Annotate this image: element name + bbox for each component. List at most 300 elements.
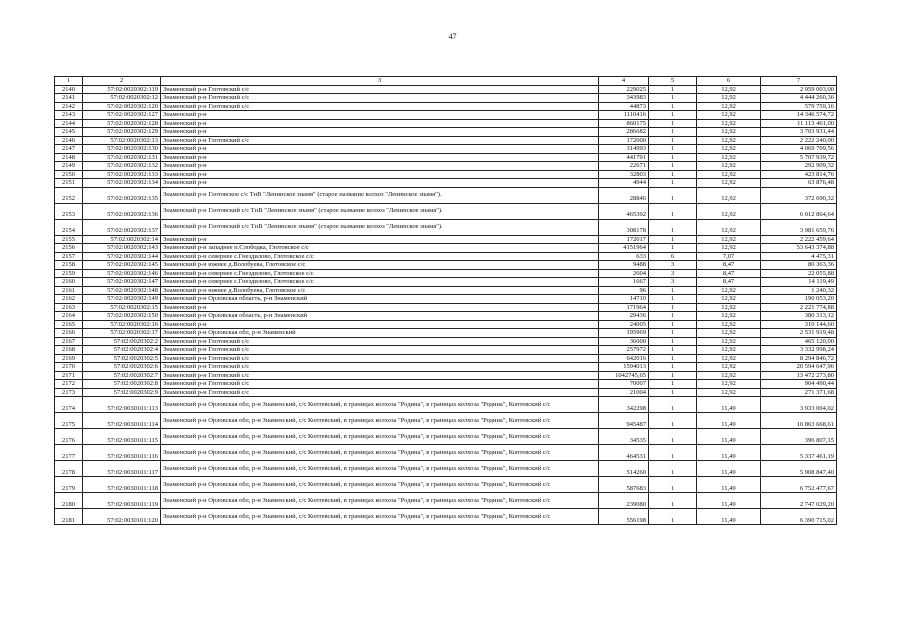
table-row — [55, 203, 837, 219]
rate-cell: 12,92 — [697, 179, 761, 188]
cadastral-cost-cell: 5 337 461,19 — [761, 445, 837, 461]
coefficient-cell: 1 — [649, 320, 697, 329]
area-cell: 195969 — [599, 329, 649, 338]
row-number-cell: 2157 — [55, 252, 83, 261]
address-cell: Знаменский р-н — [161, 145, 599, 154]
cadastral-cost-cell: 4 069 709,56 — [761, 145, 837, 154]
area-cell: 36000 — [599, 337, 649, 346]
area-cell: 172017 — [599, 235, 649, 244]
cadastral-number-cell: 57:02:0020302:12 — [83, 94, 161, 103]
address-cell: Знаменский р-н — [161, 303, 599, 312]
table-row — [55, 413, 837, 429]
row-number-cell: 2171 — [55, 371, 83, 380]
area-cell: 286682 — [599, 128, 649, 137]
coefficient-cell: 1 — [649, 203, 697, 219]
address-cell: Знаменский р-н — [161, 128, 599, 137]
row-number-cell: 2156 — [55, 244, 83, 253]
cadastral-cost-cell: 423 814,76 — [761, 170, 837, 179]
rate-cell: 11,49 — [697, 509, 761, 525]
address-cell: Знаменский р-н Глотовский с/с — [161, 354, 599, 363]
row-number-cell: 2178 — [55, 461, 83, 477]
area-cell: 342298 — [599, 397, 649, 413]
rate-cell: 12,92 — [697, 329, 761, 338]
row-number-cell: 2152 — [55, 187, 83, 203]
rate-cell: 11,49 — [697, 429, 761, 445]
area-cell: 96 — [599, 286, 649, 295]
area-cell: 945487 — [599, 413, 649, 429]
table-row — [55, 320, 837, 329]
cadastral-cost-cell: 14 119,49 — [761, 278, 837, 287]
cadastral-number-cell: 57:02:0020302:145 — [83, 261, 161, 270]
cadastral-cost-cell: 13 472 273,80 — [761, 371, 837, 380]
cadastral-cost-cell: 465 120,00 — [761, 337, 837, 346]
table-row — [55, 371, 837, 380]
row-number-cell: 2167 — [55, 337, 83, 346]
row-number-cell: 2141 — [55, 94, 83, 103]
address-cell: Знаменский р-н Орловская область, р-н Знаменский — [161, 295, 599, 304]
table-row — [55, 493, 837, 509]
cadastral-number-cell: 57:02:0030101:117 — [83, 461, 161, 477]
rate-cell: 12,92 — [697, 111, 761, 120]
column-header: 6 — [697, 77, 761, 86]
cadastral-cost-cell: 1 240,32 — [761, 286, 837, 295]
cadastral-number-cell: 57:02:0020302:6 — [83, 363, 161, 372]
table-row — [55, 269, 837, 278]
area-cell: 343983 — [599, 94, 649, 103]
table-row — [55, 85, 837, 94]
coefficient-cell: 1 — [649, 429, 697, 445]
address-cell: Знаменский р-н Орловская обл, р-н Знаменский, с/с Коптевский, в границах колхоза "Родина", в границах колхоза "Родина", Коптевский с/с — [161, 477, 599, 493]
area-cell: 9488 — [599, 261, 649, 270]
address-cell: Знаменский р-н западнее п.Слободка, Глотовское с/с — [161, 244, 599, 253]
cadastral-number-cell: 57:02:0020302:16 — [83, 320, 161, 329]
address-cell: Знаменский р-н Орловская обл, р-н Знаменский, с/с Коптевский, в границах колхоза "Родина", в границах колхоза "Родина", Коптевский с/с — [161, 429, 599, 445]
cadastral-cost-cell: 372 690,32 — [761, 187, 837, 203]
cadastral-cost-cell: 310 144,60 — [761, 320, 837, 329]
row-number-cell: 2165 — [55, 320, 83, 329]
table-row — [55, 235, 837, 244]
address-cell: Знаменский р-н Орловская обл, р-н Знаменский, с/с Коптевский, в границах колхоза "Родина", в границах колхоза "Родина", Коптевский с/с — [161, 445, 599, 461]
cadastral-number-cell: 57:02:0020302:7 — [83, 371, 161, 380]
rate-cell: 11,49 — [697, 397, 761, 413]
area-cell: 239080 — [599, 493, 649, 509]
rate-cell: 12,92 — [697, 119, 761, 128]
row-number-cell: 2149 — [55, 162, 83, 171]
address-cell: Знаменский р-н Глотовский с/с — [161, 371, 599, 380]
page-number: 47 — [448, 32, 457, 41]
column-header: 5 — [649, 77, 697, 86]
cadastral-cost-cell: 396 807,15 — [761, 429, 837, 445]
cadastral-number-cell: 57:02:0030101:113 — [83, 397, 161, 413]
address-cell: Знаменский р-н Глотовский с/с — [161, 388, 599, 397]
table-row — [55, 111, 837, 120]
address-cell: Знаменский р-н севернее с.Гнездилово, Глотовское с/с — [161, 269, 599, 278]
table-row — [55, 477, 837, 493]
rate-cell: 12,92 — [697, 136, 761, 145]
cadastral-number-cell: 57:02:0020302:13 — [83, 136, 161, 145]
cadastral-number-cell: 57:02:0020302:134 — [83, 179, 161, 188]
cadastral-number-cell: 57:02:0020302:132 — [83, 162, 161, 171]
address-cell: Знаменский р-н Глотовский с/с — [161, 380, 599, 389]
rate-cell: 12,92 — [697, 286, 761, 295]
table-row — [55, 461, 837, 477]
table-row — [55, 388, 837, 397]
cadastral-cost-cell: 63 876,48 — [761, 179, 837, 188]
rate-cell: 12,92 — [697, 346, 761, 355]
cadastral-number-cell: 57:02:0020302:14 — [83, 235, 161, 244]
coefficient-cell: 1 — [649, 380, 697, 389]
rate-cell: 8,47 — [697, 278, 761, 287]
row-number-cell: 2174 — [55, 397, 83, 413]
area-cell: 29436 — [599, 312, 649, 321]
table-row — [55, 102, 837, 111]
rate-cell: 12,92 — [697, 337, 761, 346]
coefficient-cell: 1 — [649, 187, 697, 203]
row-number-cell: 2170 — [55, 363, 83, 372]
coefficient-cell: 1 — [649, 329, 697, 338]
row-number-cell: 2163 — [55, 303, 83, 312]
area-cell: 44873 — [599, 102, 649, 111]
table-row — [55, 119, 837, 128]
cadastral-number-cell: 57:02:0020302:146 — [83, 269, 161, 278]
coefficient-cell: 1 — [649, 128, 697, 137]
cadastral-cost-cell: 6 012 864,64 — [761, 203, 837, 219]
coefficient-cell: 1 — [649, 219, 697, 235]
cadastral-number-cell: 57:02:0020302:128 — [83, 119, 161, 128]
rate-cell: 12,92 — [697, 380, 761, 389]
rate-cell: 12,92 — [697, 102, 761, 111]
coefficient-cell: 1 — [649, 354, 697, 363]
coefficient-cell: 1 — [649, 179, 697, 188]
area-cell: 514260 — [599, 461, 649, 477]
row-number-cell: 2172 — [55, 380, 83, 389]
table-row — [55, 153, 837, 162]
cadastral-number-cell: 57:02:0020302:15 — [83, 303, 161, 312]
cadastral-cost-cell: 22 055,88 — [761, 269, 837, 278]
row-number-cell: 2142 — [55, 102, 83, 111]
row-number-cell: 2181 — [55, 509, 83, 525]
row-number-cell: 2143 — [55, 111, 83, 120]
address-cell: Знаменский р-н Глотовский с/с — [161, 102, 599, 111]
coefficient-cell: 1 — [649, 170, 697, 179]
area-cell: 1042745,65 — [599, 371, 649, 380]
cadastral-cost-cell: 4 444 260,36 — [761, 94, 837, 103]
coefficient-cell: 1 — [649, 235, 697, 244]
table-row — [55, 261, 837, 270]
coefficient-cell: 1 — [649, 388, 697, 397]
cadastral-cost-cell: 904 490,44 — [761, 380, 837, 389]
area-cell: 171964 — [599, 303, 649, 312]
table-row — [55, 94, 837, 103]
row-number-cell: 2145 — [55, 128, 83, 137]
cadastral-cost-cell: 2 747 029,20 — [761, 493, 837, 509]
coefficient-cell: 1 — [649, 94, 697, 103]
row-number-cell: 2154 — [55, 219, 83, 235]
area-cell: 314993 — [599, 145, 649, 154]
area-cell: 257972 — [599, 346, 649, 355]
row-number-cell: 2162 — [55, 295, 83, 304]
table-row — [55, 244, 837, 253]
coefficient-cell: 1 — [649, 493, 697, 509]
cadastral-cost-cell: 14 346 574,72 — [761, 111, 837, 120]
area-cell: 642016 — [599, 354, 649, 363]
coefficient-cell: 1 — [649, 371, 697, 380]
table-row — [55, 312, 837, 321]
table-row — [55, 136, 837, 145]
coefficient-cell: 1 — [649, 119, 697, 128]
coefficient-cell: 6 — [649, 252, 697, 261]
table-row — [55, 329, 837, 338]
coefficient-cell: 3 — [649, 278, 697, 287]
table-row — [55, 346, 837, 355]
address-cell: Знаменский р-н Глотовский с/с — [161, 337, 599, 346]
table-row — [55, 145, 837, 154]
cadastral-number-cell: 57:02:0020302:133 — [83, 170, 161, 179]
coefficient-cell: 1 — [649, 111, 697, 120]
cadastral-cost-cell: 20 594 647,96 — [761, 363, 837, 372]
cadastral-number-cell: 57:02:0020302:131 — [83, 153, 161, 162]
area-cell: 860175 — [599, 119, 649, 128]
area-cell: 229025 — [599, 85, 649, 94]
cadastral-cost-cell: 3 332 998,24 — [761, 346, 837, 355]
coefficient-cell: 1 — [649, 244, 697, 253]
area-cell: 14710 — [599, 295, 649, 304]
row-number-cell: 2150 — [55, 170, 83, 179]
coefficient-cell: 1 — [649, 337, 697, 346]
table-row — [55, 128, 837, 137]
address-cell: Знаменский р-н — [161, 119, 599, 128]
area-cell: 465392 — [599, 203, 649, 219]
row-number-cell: 2153 — [55, 203, 83, 219]
cadastral-number-cell: 57:02:0020302:9 — [83, 388, 161, 397]
cadastral-cost-cell: 3 703 931,44 — [761, 128, 837, 137]
address-cell: Знаменский р-н — [161, 320, 599, 329]
address-cell: Знаменский р-н Глотовский с/с — [161, 85, 599, 94]
address-cell: Знаменский р-н Глотовский с/с — [161, 136, 599, 145]
area-cell: 556198 — [599, 509, 649, 525]
area-cell: 308178 — [599, 219, 649, 235]
table-row — [55, 252, 837, 261]
address-cell: Знаменский р-н — [161, 162, 599, 171]
table-row — [55, 337, 837, 346]
table-row — [55, 445, 837, 461]
rate-cell: 12,92 — [697, 371, 761, 380]
coefficient-cell: 1 — [649, 102, 697, 111]
area-cell: 22671 — [599, 162, 649, 171]
area-cell: 464531 — [599, 445, 649, 461]
coefficient-cell: 1 — [649, 286, 697, 295]
row-number-cell: 2161 — [55, 286, 83, 295]
table-row — [55, 295, 837, 304]
table-row — [55, 278, 837, 287]
cadastral-cost-cell: 5 707 939,72 — [761, 153, 837, 162]
cadastral-number-cell: 57:02:0030101:114 — [83, 413, 161, 429]
row-number-cell: 2147 — [55, 145, 83, 154]
area-cell: 32803 — [599, 170, 649, 179]
cadastral-number-cell: 57:02:0020302:149 — [83, 295, 161, 304]
column-header: 2 — [83, 77, 161, 86]
cadastral-cost-cell: 579 759,16 — [761, 102, 837, 111]
address-cell: Знаменский р-н Орловская обл, р-н Знаменский, с/с Коптевский, в границах колхоза "Родина", в границах колхоза "Родина", Коптевский с/с — [161, 397, 599, 413]
address-cell: Знаменский р-н Орловская обл, р-н Знаменский, с/с Коптевский, в границах колхоза "Родина", в границах колхоза "Родина", Коптевский с/с — [161, 509, 599, 525]
cadastral-cost-cell: 80 363,36 — [761, 261, 837, 270]
row-number-cell: 2148 — [55, 153, 83, 162]
row-number-cell: 2144 — [55, 119, 83, 128]
address-cell: Знаменский р-н Глотовский с/с — [161, 363, 599, 372]
cadastral-number-cell: 57:02:0030101:120 — [83, 509, 161, 525]
coefficient-cell: 1 — [649, 477, 697, 493]
cadastral-cost-cell: 292 909,32 — [761, 162, 837, 171]
cadastral-number-cell: 57:02:0030101:116 — [83, 445, 161, 461]
row-number-cell: 2179 — [55, 477, 83, 493]
coefficient-cell: 1 — [649, 136, 697, 145]
cadastral-cost-cell: 2 531 919,48 — [761, 329, 837, 338]
rate-cell: 11,49 — [697, 445, 761, 461]
coefficient-cell: 1 — [649, 363, 697, 372]
table-row — [55, 187, 837, 203]
address-cell: Знаменский р-н Глотовское с/с ТнВ "Ленинское знамя" (старое название колхоз "Ленинское знамя"). — [161, 187, 599, 203]
table-row — [55, 219, 837, 235]
row-number-cell: 2155 — [55, 235, 83, 244]
cadastral-cost-cell: 10 863 668,61 — [761, 413, 837, 429]
address-cell: Знаменский р-н Орловская обл, р-н Знаменский, с/с Коптевский, в границах колхоза "Родина", в границах колхоза "Родина", Коптевский с/с — [161, 413, 599, 429]
rate-cell: 12,92 — [697, 312, 761, 321]
cadastral-number-cell: 57:02:0020302:150 — [83, 312, 161, 321]
rate-cell: 11,49 — [697, 413, 761, 429]
rate-cell: 7,07 — [697, 252, 761, 261]
cadastral-cost-cell: 6 390 715,02 — [761, 509, 837, 525]
area-cell: 1667 — [599, 278, 649, 287]
cadastral-number-cell: 57:02:0020302:144 — [83, 252, 161, 261]
table-row — [55, 397, 837, 413]
cadastral-number-cell: 57:02:0020302:2 — [83, 337, 161, 346]
cadastral-cost-cell: 5 908 847,40 — [761, 461, 837, 477]
coefficient-cell: 1 — [649, 162, 697, 171]
address-cell: Знаменский р-н Глотовский с/с ТнВ "Ленинское знамя" (старое название колхоз "Ленинское знамя"). — [161, 203, 599, 219]
rate-cell: 12,92 — [697, 85, 761, 94]
cadastral-number-cell: 57:02:0030101:118 — [83, 477, 161, 493]
address-cell: Знаменский р-н — [161, 179, 599, 188]
rate-cell: 12,92 — [697, 388, 761, 397]
area-cell: 1594013 — [599, 363, 649, 372]
address-cell: Знаменский р-н Глотовский с/с — [161, 94, 599, 103]
address-cell: Знаменский р-н Глотовский с/с — [161, 346, 599, 355]
cadastral-cost-cell: 271 371,68 — [761, 388, 837, 397]
column-header: 3 — [161, 77, 599, 86]
rate-cell: 12,92 — [697, 219, 761, 235]
cadastral-number-cell: 57:02:0030101:119 — [83, 493, 161, 509]
address-cell: Знаменский р-н — [161, 235, 599, 244]
rate-cell: 8,47 — [697, 261, 761, 270]
cadastral-number-cell: 57:02:0020302:136 — [83, 203, 161, 219]
cadastral-cost-cell: 380 313,12 — [761, 312, 837, 321]
cadastral-cost-cell: 11 113 461,00 — [761, 119, 837, 128]
area-cell: 441791 — [599, 153, 649, 162]
cadastral-cost-cell: 8 294 846,72 — [761, 354, 837, 363]
address-cell: Знаменский р-н — [161, 111, 599, 120]
cadastral-cost-cell: 3 933 004,02 — [761, 397, 837, 413]
address-cell: Знаменский р-н Глотовский с/с ТнВ "Ленинское знамя" (старое название колхоз "Ленинское знамя"). — [161, 219, 599, 235]
address-cell: Знаменский р-н Орловская обл, р-н Знаменский, с/с Коптевский, в границах колхоза "Родина", в границах колхоза "Родина", Коптевский с/с — [161, 493, 599, 509]
cadastral-number-cell: 57:02:0020302:130 — [83, 145, 161, 154]
row-number-cell: 2177 — [55, 445, 83, 461]
address-cell: Знаменский р-н Орловская обл, р-н Знаменский — [161, 329, 599, 338]
cadastral-number-cell: 57:02:0020302:147 — [83, 278, 161, 287]
row-number-cell: 2173 — [55, 388, 83, 397]
area-cell: 1110416 — [599, 111, 649, 120]
row-number-cell: 2180 — [55, 493, 83, 509]
coefficient-cell: 3 — [649, 261, 697, 270]
area-cell: 633 — [599, 252, 649, 261]
coefficient-cell: 1 — [649, 397, 697, 413]
cadastral-number-cell: 57:02:0020302:127 — [83, 111, 161, 120]
coefficient-cell: 1 — [649, 303, 697, 312]
row-number-cell: 2164 — [55, 312, 83, 321]
rate-cell: 12,92 — [697, 187, 761, 203]
table-row — [55, 354, 837, 363]
column-number-row — [55, 77, 837, 86]
area-cell: 172000 — [599, 136, 649, 145]
area-cell: 587683 — [599, 477, 649, 493]
area-cell: 2604 — [599, 269, 649, 278]
rate-cell: 12,92 — [697, 203, 761, 219]
cadastral-number-cell: 57:02:0020302:120 — [83, 102, 161, 111]
cadastral-number-cell: 57:02:0020302:5 — [83, 354, 161, 363]
row-number-cell: 2169 — [55, 354, 83, 363]
cadastral-number-cell: 57:02:0020302:119 — [83, 85, 161, 94]
coefficient-cell: 1 — [649, 295, 697, 304]
rate-cell: 12,92 — [697, 303, 761, 312]
address-cell: Знаменский р-н севернее с.Гнездилово, Глотовское с/с — [161, 278, 599, 287]
area-cell: 21004 — [599, 388, 649, 397]
coefficient-cell: 1 — [649, 461, 697, 477]
coefficient-cell: 3 — [649, 269, 697, 278]
row-number-cell: 2151 — [55, 179, 83, 188]
cadastral-cost-cell: 4 475,31 — [761, 252, 837, 261]
area-cell: 34535 — [599, 429, 649, 445]
rate-cell: 12,92 — [697, 295, 761, 304]
table-row — [55, 162, 837, 171]
coefficient-cell: 1 — [649, 312, 697, 321]
row-number-cell: 2160 — [55, 278, 83, 287]
row-number-cell: 2146 — [55, 136, 83, 145]
coefficient-cell: 1 — [649, 153, 697, 162]
table-row — [55, 429, 837, 445]
rate-cell: 12,92 — [697, 128, 761, 137]
cadastral-cost-cell: 3 981 659,76 — [761, 219, 837, 235]
cadastral-cost-cell: 2 222 459,64 — [761, 235, 837, 244]
column-header: 1 — [55, 77, 83, 86]
coefficient-cell: 1 — [649, 85, 697, 94]
address-cell: Знаменский р-н южнее д.Волобуева, Глотовское с/с — [161, 286, 599, 295]
land-registry-table — [54, 76, 837, 525]
cadastral-cost-cell: 190 053,20 — [761, 295, 837, 304]
rate-cell: 12,92 — [697, 170, 761, 179]
address-cell: Знаменский р-н — [161, 170, 599, 179]
cadastral-cost-cell: 2 959 003,00 — [761, 85, 837, 94]
row-number-cell: 2158 — [55, 261, 83, 270]
cadastral-cost-cell: 6 752 477,67 — [761, 477, 837, 493]
registry-body — [55, 85, 837, 525]
row-number-cell: 2159 — [55, 269, 83, 278]
row-number-cell: 2166 — [55, 329, 83, 338]
rate-cell: 11,49 — [697, 461, 761, 477]
rate-cell: 12,92 — [697, 235, 761, 244]
cadastral-number-cell: 57:02:0020302:143 — [83, 244, 161, 253]
address-cell: Знаменский р-н севернее с.Гнездилово, Глотовское с/с — [161, 252, 599, 261]
address-cell: Знаменский р-н — [161, 153, 599, 162]
area-cell: 4151964 — [599, 244, 649, 253]
